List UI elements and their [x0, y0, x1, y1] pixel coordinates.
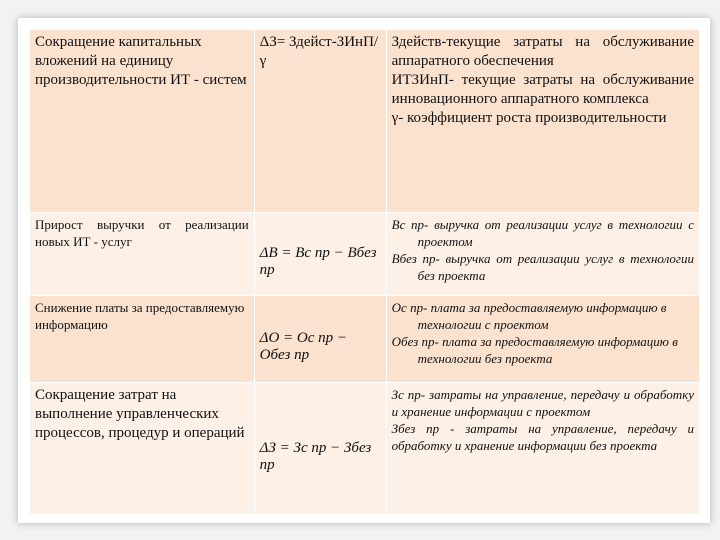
formula-text: ΔЗ= Здейст-ЗИнП/γ	[259, 34, 379, 69]
table-row	[30, 296, 700, 383]
indicator-cell: Снижение платы за предоставляемую информацию	[30, 296, 254, 383]
formula-cell	[254, 30, 386, 213]
description-line: Здейств-текущие затраты на обслуживание аппаратного обеспечения	[391, 34, 694, 69]
indicator-cell: Сокращение капитальных вложений на единицу производительности ИТ - систем	[30, 30, 254, 213]
description-cell	[386, 30, 699, 213]
description-line: Oc пр- плата за предоставляемую информацию в технологии с проектом	[391, 300, 667, 332]
description-line: Зс пр- затраты на управление, передачу и обработку и хранение информации с проектом	[391, 387, 694, 419]
formula-text: ΔЗ = Зc пр − Збез пр	[259, 439, 372, 473]
description-line: γ- коэффициент роста производительности	[391, 110, 667, 126]
indicator-cell: Прирост выручки от реализации новых ИТ - услуг	[30, 213, 254, 296]
description-line: Oбез пр- плата за предоставляемую информацию в технологии без проекта	[391, 334, 678, 366]
description-cell	[386, 296, 699, 383]
table-row	[30, 213, 700, 296]
table-row	[30, 383, 700, 515]
description-line: Bc пр- выручка от реализации услуг в технологии с проектом	[391, 217, 694, 249]
description-line: Збез пр - затраты на управление, передачу и обработку и хранение информации без проекта	[391, 421, 694, 453]
description-line: Bбез пр- выручка от реализации услуг в технологии без проекта	[391, 251, 694, 283]
formula-cell	[254, 213, 386, 296]
table-row	[30, 30, 700, 213]
description-cell	[386, 383, 699, 515]
indicator-cell: Сокращение затрат на выполнение управленческих процессов, процедур и операций	[30, 383, 254, 515]
formula-cell	[254, 296, 386, 383]
indicators-table	[30, 30, 700, 515]
formula-text: ΔB = Bc пр − Bбез пр	[259, 245, 377, 278]
formula-cell	[254, 383, 386, 515]
description-cell	[386, 213, 699, 296]
description-line: ИТЗИнП- текущие затраты на обслуживание инновационного аппаратного комплекса	[391, 72, 694, 107]
formula-text: ΔO = Oc пр − Oбез пр	[259, 330, 348, 363]
